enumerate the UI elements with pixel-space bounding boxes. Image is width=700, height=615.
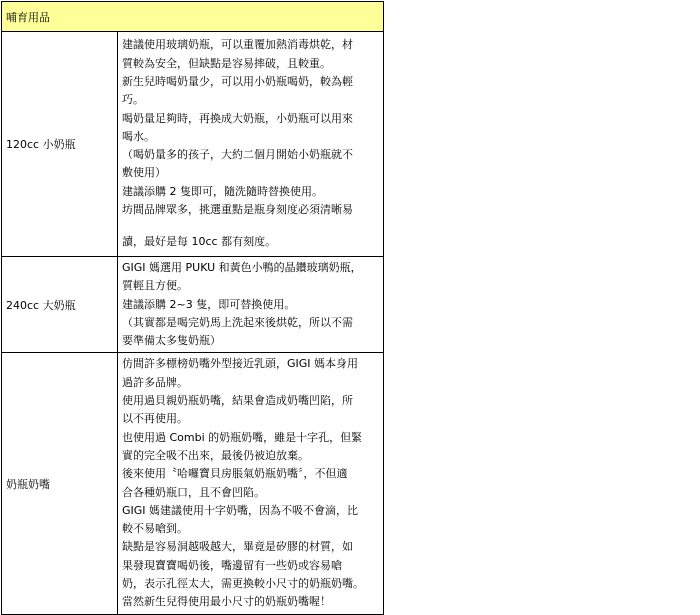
text-line: 建議添購 2~3 隻，即可替換使用。	[122, 297, 296, 311]
text-line: 合各種奶瓶口，且不會凹陷。	[122, 485, 265, 499]
text-line: （其實都是喝完奶馬上洗起來後烘乾，所以不需	[122, 315, 353, 329]
text-line: 較不易嗆到。	[122, 522, 188, 536]
text-line: 使用過貝親奶瓶奶嘴，結果會造成奶嘴凹陷，所	[122, 394, 353, 408]
spacer	[122, 219, 380, 233]
text-line: 缺點是容易洞越吸越大，畢竟是矽膠的材質，如	[122, 540, 353, 554]
table-row	[2, 353, 384, 614]
text-line: 過許多品牌。	[122, 375, 188, 389]
text-line: 讀，最好是每 10cc 都有刻度。	[122, 235, 277, 249]
table-header-row	[2, 2, 384, 32]
text-line: 建議使用玻璃奶瓶，可以重覆加熱消毒烘乾，材	[122, 38, 353, 52]
text-line: 實的完全吸不出來，最後仍被迫放棄。	[122, 448, 309, 462]
row-content	[118, 32, 384, 257]
text-line: 奶，表示孔徑太大，需更換較小尺寸的奶瓶奶嘴。	[122, 577, 364, 591]
text-line: 喝奶量足夠時，再換成大奶瓶，小奶瓶可以用來	[122, 111, 353, 125]
text-line: GIGI 媽建議使用十字奶嘴，因為不吸不會滴，比	[122, 503, 359, 517]
text-line: 喝水。	[122, 129, 155, 143]
row-content	[118, 353, 384, 614]
text-line: （喝奶量多的孩子，大約二個月開始小奶瓶就不	[122, 148, 353, 162]
text-line: GIGI 媽選用 PUKU 和黃色小鴨的晶鑽玻璃奶瓶，	[122, 261, 362, 274]
text-line: 以不再使用。	[122, 412, 188, 426]
text-line: 後來使用〝哈囉寶貝房脹氣奶瓶奶嘴〞，不但適	[122, 467, 348, 481]
text-line: 果發現寶寶喝奶後，嘴邊留有一些奶或容易嗆	[122, 558, 342, 572]
text-line: 新生兒時喝奶量少，可以用小奶瓶喝奶，較為輕	[122, 74, 353, 88]
row-label: 240cc 大奶瓶	[2, 257, 118, 353]
baby-supplies-table	[1, 1, 384, 615]
table-row	[2, 32, 384, 257]
table-header: 哺育用品	[2, 2, 384, 32]
table-row	[2, 257, 384, 353]
text-line: 當然新生兒得使用最小尺寸的奶瓶奶嘴喔！	[122, 595, 331, 609]
text-line: 質輕且方便。	[122, 279, 188, 293]
row-label: 120cc 小奶瓶	[2, 32, 118, 257]
text-line: 敷使用）	[122, 166, 166, 180]
text-line: 坊間品牌眾多，挑選重點是瓶身刻度必須清晰易	[122, 203, 353, 217]
text-line: 要準備太多隻奶瓶）	[122, 334, 221, 348]
row-label: 奶瓶奶嘴	[2, 353, 118, 614]
text-line: 建議添購 2 隻即可，隨洗隨時替換使用。	[122, 184, 323, 198]
text-line: 質較為安全，但缺點是容易摔破，且較重。	[122, 56, 331, 70]
text-line: 巧。	[122, 93, 144, 107]
text-line: 也使用過 Combi 的奶瓶奶嘴，雖是十字孔，但緊	[122, 430, 363, 444]
text-line: 仿間許多標榜奶嘴外型接近乳頭，GIGI 媽本身用	[122, 357, 359, 371]
row-content	[118, 257, 384, 353]
